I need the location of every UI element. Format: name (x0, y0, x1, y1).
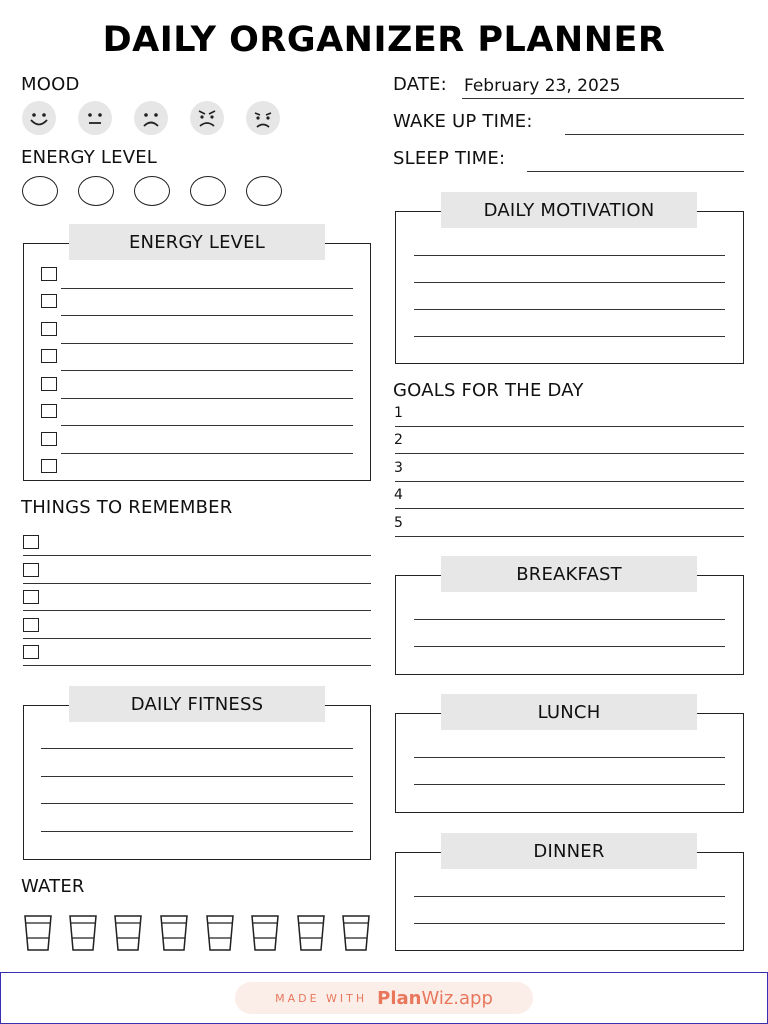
water-cup-icon-1[interactable] (23, 914, 53, 952)
water-cup-icon-3[interactable] (113, 914, 143, 952)
energy-line-2[interactable] (61, 315, 353, 316)
things-to-remember-label: THINGS TO REMEMBER (21, 497, 233, 518)
goal-number-1: 1 (394, 405, 403, 421)
mood-label: MOOD (21, 74, 80, 95)
fitness-line-2[interactable] (41, 776, 353, 777)
energy-checkbox-2[interactable] (41, 294, 57, 308)
energy-checkbox-7[interactable] (41, 432, 57, 446)
goal-number-3: 3 (394, 460, 403, 476)
fitness-line-4[interactable] (41, 831, 353, 832)
energy-line-5[interactable] (61, 398, 353, 399)
water-cup-icon-7[interactable] (296, 914, 326, 952)
remember-line-5[interactable] (23, 665, 371, 666)
remember-checkbox-1[interactable] (23, 535, 39, 549)
remember-line-4[interactable] (23, 638, 371, 639)
daily-motivation-title: DAILY MOTIVATION (441, 192, 697, 228)
lunch-line-1[interactable] (414, 757, 725, 758)
energy-circle-3[interactable] (134, 176, 170, 206)
motivation-line-3[interactable] (414, 309, 725, 310)
goal-line-3[interactable] (395, 481, 744, 482)
page-title: DAILY ORGANIZER PLANNER (102, 20, 666, 60)
remember-line-3[interactable] (23, 610, 371, 611)
date-label: DATE: (393, 74, 447, 95)
sad-face-icon[interactable] (134, 101, 168, 135)
sleep-time-field[interactable] (527, 171, 744, 172)
motivation-line-1[interactable] (414, 255, 725, 256)
remember-line-2[interactable] (23, 583, 371, 584)
fitness-line-3[interactable] (41, 803, 353, 804)
date-value[interactable]: February 23, 2025 (464, 76, 621, 96)
water-cup-icon-6[interactable] (250, 914, 280, 952)
goal-number-4: 4 (394, 487, 403, 503)
goal-line-5[interactable] (395, 536, 744, 537)
energy-line-3[interactable] (61, 343, 353, 344)
goal-number-5: 5 (394, 515, 403, 531)
sleep-time-label: SLEEP TIME: (393, 148, 506, 169)
breakfast-line-1[interactable] (414, 619, 725, 620)
very-sad-face-icon[interactable] (246, 101, 280, 135)
energy-level-label: ENERGY LEVEL (21, 147, 158, 168)
water-cup-icon-8[interactable] (341, 914, 371, 952)
fitness-line-1[interactable] (41, 748, 353, 749)
remember-checkbox-2[interactable] (23, 563, 39, 577)
remember-checkbox-5[interactable] (23, 645, 39, 659)
breakfast-line-2[interactable] (414, 646, 725, 647)
water-cup-icon-2[interactable] (68, 914, 98, 952)
goal-line-1[interactable] (395, 426, 744, 427)
water-cup-icon-5[interactable] (205, 914, 235, 952)
made-with-text: MADE WITH (275, 991, 368, 1005)
daily-fitness-title: DAILY FITNESS (69, 686, 325, 722)
dinner-title: DINNER (441, 833, 697, 869)
remember-checkbox-4[interactable] (23, 618, 39, 632)
energy-level-box (23, 243, 371, 481)
lunch-title: LUNCH (441, 694, 697, 730)
date-line (462, 98, 744, 99)
dinner-line-2[interactable] (414, 923, 725, 924)
daily-motivation-box (395, 211, 744, 364)
energy-circle-5[interactable] (246, 176, 282, 206)
energy-checkbox-4[interactable] (41, 349, 57, 363)
daily-fitness-box (23, 705, 371, 860)
goal-line-4[interactable] (395, 508, 744, 509)
energy-circle-2[interactable] (78, 176, 114, 206)
remember-line-1[interactable] (23, 555, 371, 556)
neutral-face-icon[interactable] (78, 101, 112, 135)
water-label: WATER (21, 876, 85, 897)
energy-checkbox-8[interactable] (41, 459, 57, 473)
lunch-line-2[interactable] (414, 784, 725, 785)
goals-label: GOALS FOR THE DAY (393, 380, 584, 401)
energy-checkbox-3[interactable] (41, 322, 57, 336)
energy-circle-1[interactable] (22, 176, 58, 206)
motivation-line-4[interactable] (414, 336, 725, 337)
energy-level-box-title: ENERGY LEVEL (69, 224, 325, 260)
motivation-line-2[interactable] (414, 282, 725, 283)
angry-face-icon[interactable] (190, 101, 224, 135)
goal-line-2[interactable] (395, 453, 744, 454)
brand-name-plan: Plan (377, 987, 422, 1009)
energy-checkbox-1[interactable] (41, 267, 57, 281)
energy-checkbox-6[interactable] (41, 404, 57, 418)
dinner-line-1[interactable] (414, 896, 725, 897)
wake-up-time-field[interactable] (565, 134, 744, 135)
remember-checkbox-3[interactable] (23, 590, 39, 604)
energy-line-4[interactable] (61, 370, 353, 371)
energy-line-1[interactable] (61, 288, 353, 289)
very-happy-face-icon[interactable] (22, 101, 56, 135)
goal-number-2: 2 (394, 432, 403, 448)
water-cup-icon-4[interactable] (159, 914, 189, 952)
energy-line-7[interactable] (61, 453, 353, 454)
energy-circle-4[interactable] (190, 176, 226, 206)
wake-up-time-label: WAKE UP TIME: (393, 111, 533, 132)
breakfast-title: BREAKFAST (441, 556, 697, 592)
energy-checkbox-5[interactable] (41, 377, 57, 391)
made-with-planwiz-badge[interactable] (235, 982, 533, 1014)
brand-name-wiz: Wiz.app (421, 987, 493, 1009)
energy-line-6[interactable] (61, 425, 353, 426)
